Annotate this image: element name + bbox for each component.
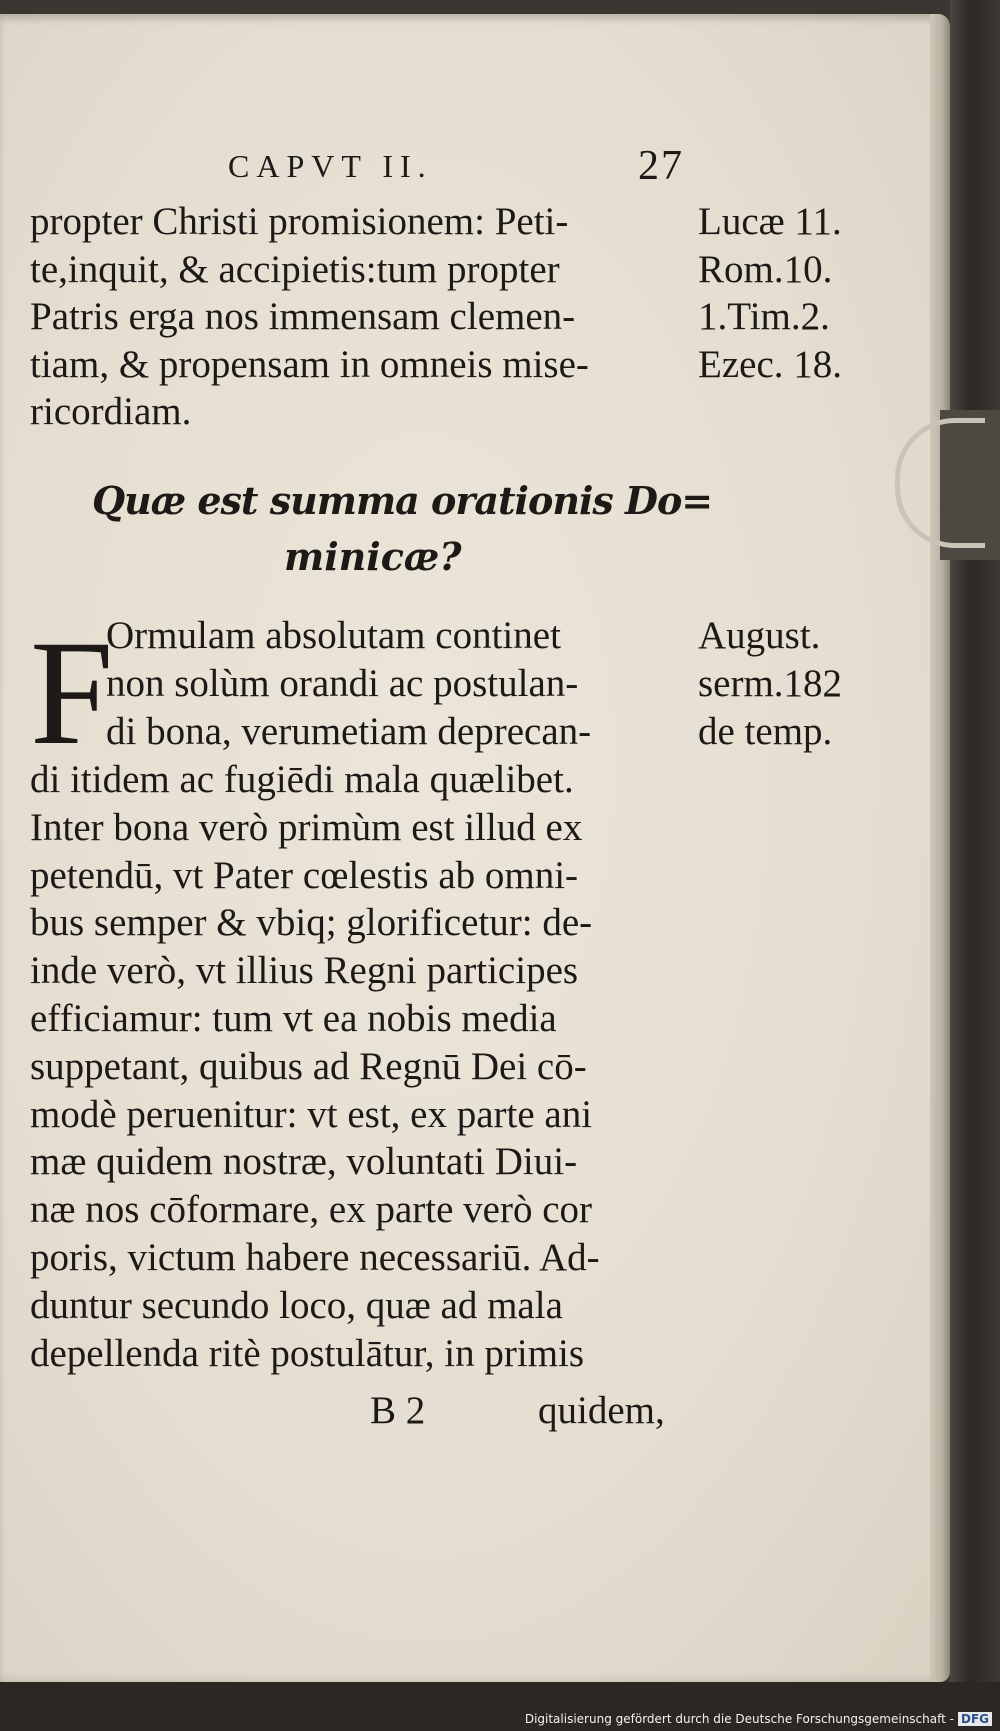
text-line: ricordiam.: [30, 390, 192, 433]
text-line: suppetant, quibus ad Regnū Dei cō-: [30, 1044, 587, 1088]
text-line: tiam, & propensam in omneis mise-: [30, 342, 589, 386]
marginal-reference: Lucæ 11.: [698, 200, 842, 243]
credit-text: Digitalisierung gefördert durch die Deutsche Forschungsgemeinschaft -: [524, 1712, 954, 1726]
marginal-reference: serm.182: [698, 662, 843, 705]
marginal-references-top: [698, 198, 842, 388]
section-heading-line2: minicæ?: [284, 534, 462, 579]
catchword: quidem,: [538, 1389, 665, 1432]
text-line: inde verò, vt illius Regni participes: [30, 949, 579, 993]
marginal-reference: Ezec. 18.: [698, 342, 843, 386]
digitization-credit: [525, 1712, 992, 1726]
text-line: poris, victum habere necessariū. Ad-: [30, 1235, 600, 1279]
marginal-reference: 1.Tim.2.: [698, 295, 830, 338]
text-line: non solùm orandi ac postulan-: [106, 662, 579, 705]
marginal-reference: Rom.10.: [698, 247, 833, 291]
section-heading-line1: Quæ est summa orationis Do=: [92, 478, 713, 523]
top-paragraph: [30, 198, 589, 436]
text-line: efficiamur: tum vt ea nobis media: [30, 996, 557, 1040]
text-line: di bona, verumetiam deprecan-: [106, 710, 592, 753]
text-line: propter Christi promisionem: Peti-: [30, 200, 569, 243]
page-number: 27: [638, 143, 684, 189]
text-line: Ormulam absolutam continet: [106, 614, 561, 657]
text-line: Inter bona verò primùm est illud ex: [30, 805, 583, 849]
drop-cap-initial: F: [30, 610, 114, 776]
marginal-reference: August.: [698, 614, 821, 657]
text-line: duntur secundo loco, quæ ad mala: [30, 1283, 563, 1327]
marginal-references-main: [698, 612, 842, 756]
text-line: di itidem ac fugiēdi mala quælibet.: [30, 758, 574, 801]
text-line: depellenda ritè postulātur, in primis: [30, 1331, 585, 1375]
marginal-reference: de temp.: [698, 710, 833, 753]
page-edge: [930, 14, 950, 1682]
dropcap-paragraph-lines: [106, 612, 591, 756]
text-line: modè peruenitur: vt est, ex parte ani: [30, 1092, 593, 1136]
dfg-logo: DFG: [958, 1712, 992, 1726]
text-line: te,inquit, & accipietis:tum propter: [30, 247, 560, 291]
book-binding-edge: [950, 0, 1000, 1731]
text-line: mæ quidem nostræ, voluntati Diui-: [30, 1140, 578, 1184]
text-line: Patris erga nos immensam clemen-: [30, 295, 576, 338]
main-paragraph: [30, 756, 600, 1377]
text-line: bus semper & vbiq; glorificetur: de-: [30, 901, 593, 945]
text-line: næ nos cōformare, ex parte verò cor: [30, 1188, 593, 1232]
text-line: petendū, vt Pater cœlestis ab omni-: [30, 853, 579, 897]
running-header: [228, 143, 698, 189]
signature-mark: B 2: [370, 1389, 426, 1432]
chapter-title: CAPVT II.: [228, 148, 433, 184]
